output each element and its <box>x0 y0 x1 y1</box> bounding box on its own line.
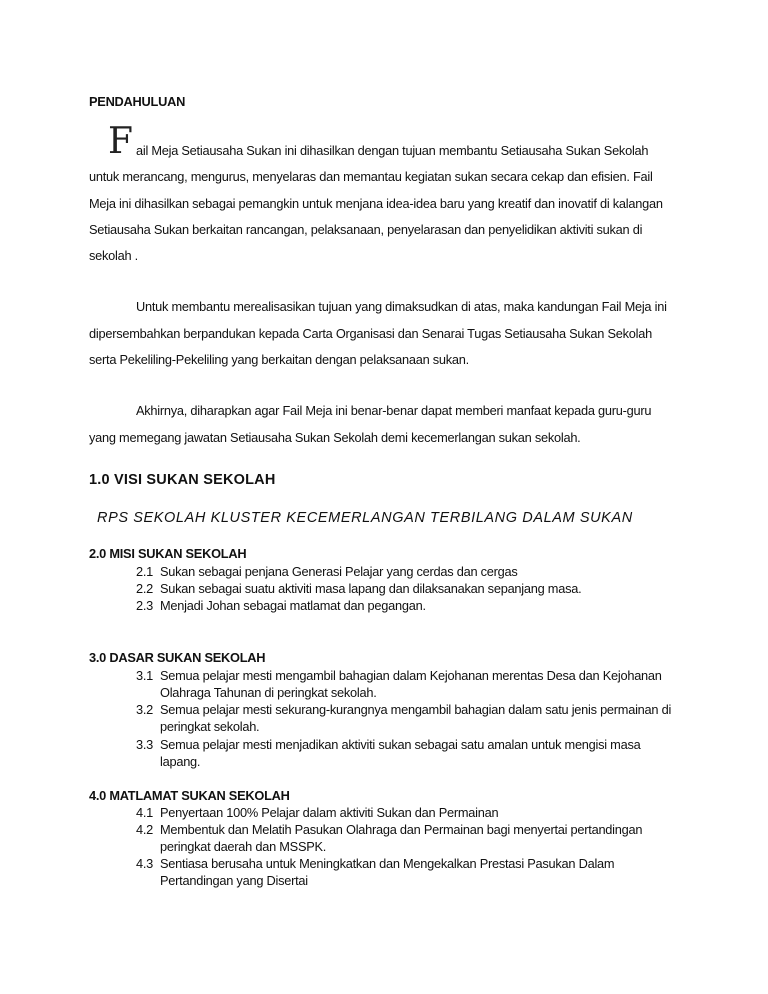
item-number: 2.2 <box>136 581 154 596</box>
item-text: Menjadi Johan sebagai matlamat dan pegangan. <box>160 598 426 613</box>
intro-p2-line: Untuk membantu merealisasikan tujuan yang dimaksudkan di atas, maka kandungan Fail Meja ini <box>136 299 667 314</box>
matlamat-item <box>136 805 498 820</box>
intro-heading: PENDAHULUAN <box>89 94 186 109</box>
item-text: Penyertaan 100% Pelajar dalam aktiviti Sukan dan Permainan <box>160 805 499 820</box>
item-number: 3.1 <box>136 668 154 683</box>
dasar-item-continuation: lapang. <box>160 754 201 769</box>
item-text: Sentiasa berusaha untuk Meningkatkan dan Mengekalkan Prestasi Pasukan Dalam <box>160 856 615 871</box>
item-text: Membentuk dan Melatih Pasukan Olahraga dan Permainan bagi menyertai pertandingan <box>160 822 643 837</box>
misi-item <box>136 598 426 613</box>
item-number: 2.3 <box>136 598 154 613</box>
item-number: 3.3 <box>136 737 154 752</box>
misi-item <box>136 581 581 596</box>
item-text: Semua pelajar mesti menjadikan aktiviti sukan sebagai satu amalan untuk mengisi masa <box>160 737 641 752</box>
intro-p2-line: dipersembahkan berpandukan kepada Carta Organisasi dan Senarai Tugas Setiausaha Sukan Sekolah <box>89 326 652 341</box>
item-text: Sukan sebagai suatu aktiviti masa lapang dan dilaksanakan sepanjang masa. <box>160 581 582 596</box>
matlamat-heading: 4.0 MATLAMAT SUKAN SEKOLAH <box>89 788 290 803</box>
matlamat-item-continuation: Pertandingan yang Disertai <box>160 873 308 888</box>
drop-cap: F <box>108 121 133 162</box>
dasar-item-continuation: peringkat sekolah. <box>160 719 260 734</box>
dasar-item <box>136 702 671 717</box>
matlamat-item <box>136 822 642 837</box>
item-number: 4.2 <box>136 822 154 837</box>
item-number: 4.3 <box>136 856 154 871</box>
intro-p1-line: Meja ini dihasilkan sebagai pemangkin untuk menjana idea-idea baru yang kreatif dan inovatif di kalangan <box>89 196 663 211</box>
misi-item <box>136 564 518 579</box>
item-number: 3.2 <box>136 702 154 717</box>
intro-p1-line: sekolah . <box>89 248 138 263</box>
intro-p1-line: untuk merancang, mengurus, menyelaras dan memantau kegiatan sukan secara cekap dan efisien. Fail <box>89 169 653 184</box>
dasar-item-continuation: Olahraga Tahunan di peringkat sekolah. <box>160 685 377 700</box>
visi-statement: RPS SEKOLAH KLUSTER KECEMERLANGAN TERBILANG DALAM SUKAN <box>97 510 633 526</box>
intro-p1-line: ail Meja Setiausaha Sukan ini dihasilkan dengan tujuan membantu Setiausaha Sukan Sekolah <box>136 143 649 158</box>
dasar-item <box>136 668 662 683</box>
intro-p3-line: Akhirnya, diharapkan agar Fail Meja ini benar-benar dapat memberi manfaat kepada guru-guru <box>136 403 652 418</box>
item-text: Semua pelajar mesti mengambil bahagian dalam Kejohanan merentas Desa dan Kejohanan <box>160 668 662 683</box>
item-text: Semua pelajar mesti sekurang-kurangnya mengambil bahagian dalam satu jenis permainan di <box>160 702 672 717</box>
item-text: Sukan sebagai penjana Generasi Pelajar yang cerdas dan cergas <box>160 564 518 579</box>
matlamat-item <box>136 856 614 871</box>
intro-p3-line: yang memegang jawatan Setiausaha Sukan Sekolah demi kecemerlangan sukan sekolah. <box>89 430 581 445</box>
item-number: 4.1 <box>136 805 154 820</box>
item-number: 2.1 <box>136 564 154 579</box>
dasar-heading: 3.0 DASAR SUKAN SEKOLAH <box>89 650 266 665</box>
misi-heading: 2.0 MISI SUKAN SEKOLAH <box>89 546 247 561</box>
intro-p1-line: Setiausaha Sukan berkaitan rancangan, pelaksanaan, penyelarasan dan penyelidikan aktiviti sukan di <box>89 222 643 237</box>
visi-heading: 1.0 VISI SUKAN SEKOLAH <box>89 472 276 488</box>
dasar-item <box>136 737 640 752</box>
matlamat-item-continuation: peringkat daerah dan MSSPK. <box>160 839 327 854</box>
intro-p2-line: serta Pekeliling-Pekeliling yang berkaitan dengan pelaksanaan sukan. <box>89 352 469 367</box>
